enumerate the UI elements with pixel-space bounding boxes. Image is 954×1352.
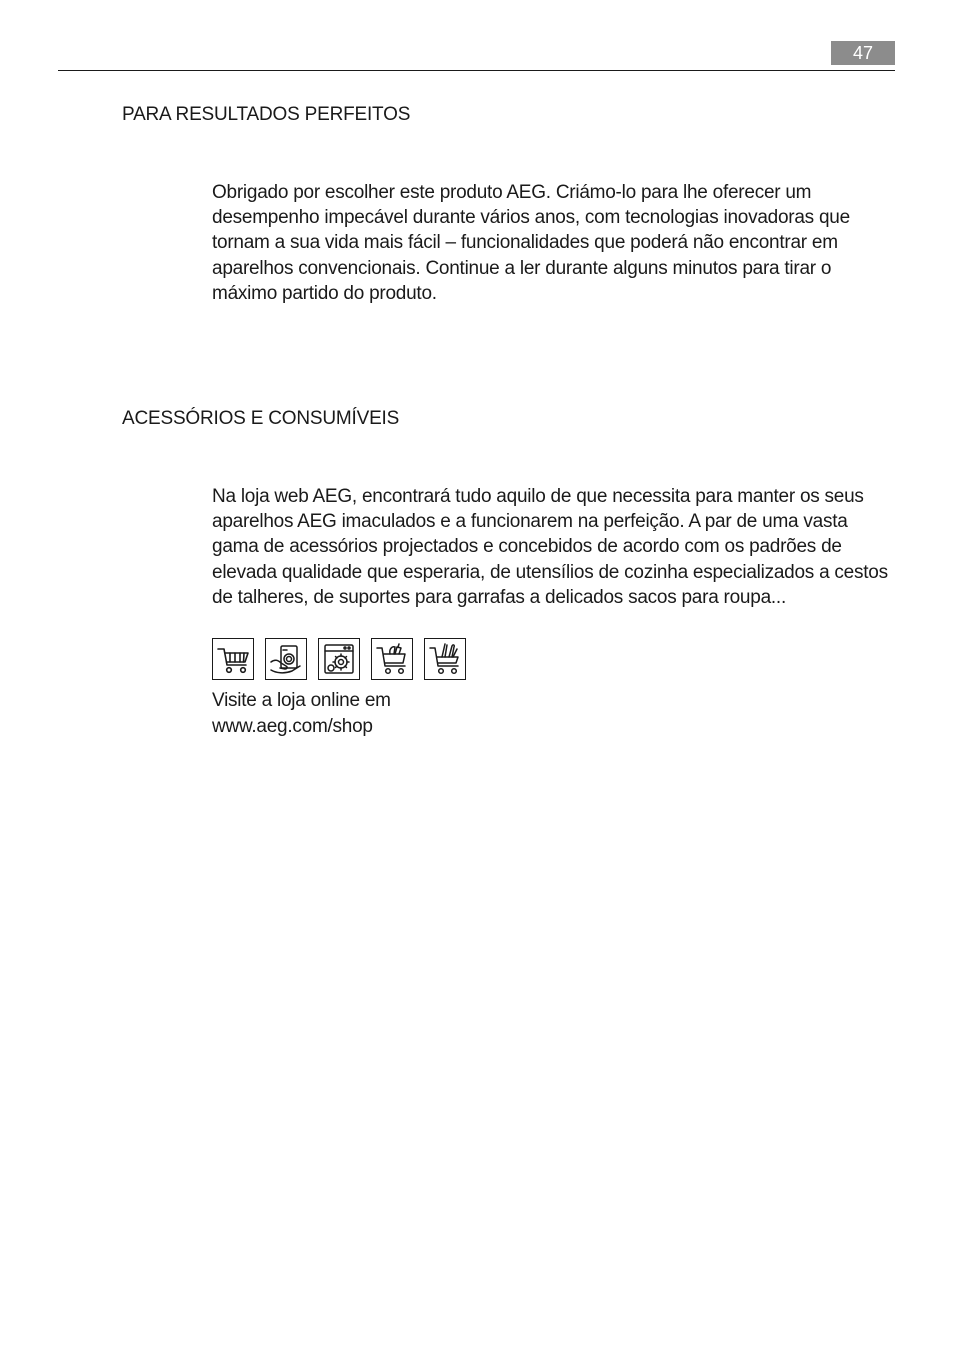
paragraph-line: Obrigado por escolher este produto AEG. Criámo-lo para lhe oferecer um [212,182,812,203]
intro-paragraph [212,180,892,306]
shop-visit-text: Visite a loja online em [212,690,391,711]
cart-cleaning-products-icon [371,638,413,680]
cart-utensils-icon [424,638,466,680]
shop-url-link[interactable]: www.aeg.com/shop [212,715,373,737]
paragraph-line: gama de acessórios projectados e concebidos de acordo com os padrões de [212,536,842,558]
shop-icon-row [212,638,466,680]
paragraph-line: elevada qualidade que esperaria, de utensílios de cozinha especializados a cestos [212,561,888,583]
paragraph-line: desempenho impecável durante vários anos, com tecnologias inovadoras que [212,207,850,229]
paragraph-line: de talheres, de suportes para garrafas a delicados sacos para roupa... [212,586,786,608]
page-number: 47 [831,41,895,65]
paragraph-line: Na loja web AEG, encontrará tudo aquilo de que necessita para manter os seus [212,486,864,507]
shopping-cart-icon [212,638,254,680]
section-heading-results: PARA RESULTADOS PERFEITOS [122,104,411,125]
paragraph-line: máximo partido do produto. [212,282,437,304]
shop-info [212,688,391,739]
section-heading-accessories: ACESSÓRIOS E CONSUMÍVEIS [122,408,400,429]
header-rule [58,70,895,71]
paragraph-line: tornam a sua vida mais fácil – funcionalidades que poderá não encontrar em [212,232,838,254]
paragraph-line: aparelhos AEG imaculados e a funcionarem na perfeição. A par de uma vasta [212,511,848,533]
paragraph-line: aparelhos convencionais. Continue a ler durante alguns minutos para tirar o [212,257,832,279]
appliance-settings-icon [318,638,360,680]
hand-appliance-icon [265,638,307,680]
accessories-paragraph [212,484,892,610]
